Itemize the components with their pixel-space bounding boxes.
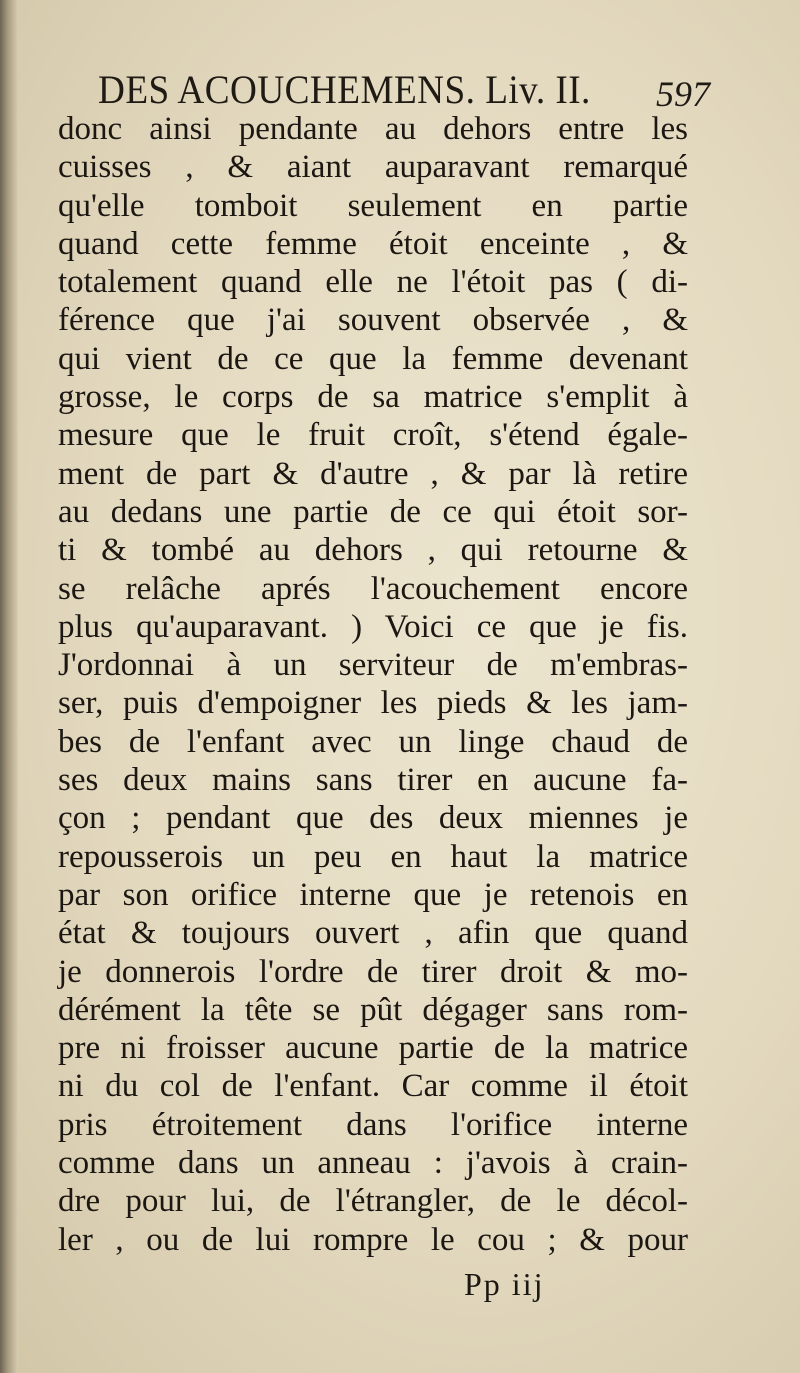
text-line: çon ; pendant que des deux miennes je	[58, 800, 688, 837]
text-line: dérément la tête se pût dégager sans rom-	[58, 991, 688, 1028]
text-line: plus qu'auparavant. ) Voici ce que je fis.	[58, 608, 688, 645]
text-line: pris étroitement dans l'orifice interne	[58, 1106, 688, 1143]
text-line: qu'elle tomboit seulement en partie	[58, 187, 688, 224]
text-line: ti & tombé au dehors , qui retourne &	[58, 532, 688, 569]
text-line: état & toujours ouvert , afin que quand	[58, 915, 688, 952]
page-header	[98, 64, 718, 116]
text-line: grosse, le corps de sa matrice s'emplit à	[58, 379, 688, 416]
text-line: pre ni froisser aucune partie de la matrice	[58, 1030, 688, 1067]
text-line: je donnerois l'ordre de tirer droit & mo-	[58, 953, 688, 990]
text-line: repousserois un peu en haut la matrice	[58, 838, 688, 875]
text-line: dre pour lui, de l'étrangler, de le décol-	[58, 1183, 688, 1220]
text-line: ses deux mains sans tirer en aucune fa-	[58, 762, 688, 799]
text-line: par son orifice interne que je retenois en	[58, 876, 688, 913]
text-line: au dedans une partie de ce qui étoit sor-	[58, 493, 688, 530]
page-number: 597	[656, 74, 710, 114]
text-line: donc ainsi pendante au dehors entre les	[58, 111, 688, 147]
text-line: bes de l'enfant avec un linge chaud de	[58, 723, 688, 760]
signature-mark: Pp iij	[464, 1266, 545, 1302]
text-line: qui vient de ce que la femme devenant	[58, 340, 688, 377]
text-line: férence que j'ai souvent observée , &	[58, 302, 688, 339]
text-line: ser, puis d'empoigner les pieds & les jam-	[58, 685, 688, 722]
text-line: ment de part & d'autre , & par là retire	[58, 455, 688, 492]
body-text	[58, 110, 688, 1259]
text-line: ler , ou de lui rompre le cou ; & pour	[58, 1221, 688, 1258]
text-line: totalement quand elle ne l'étoit pas ( di-	[58, 264, 688, 301]
text-line: quand cette femme étoit enceinte , &	[58, 225, 688, 262]
running-title: DES ACOUCHEMENS. Liv. II.	[98, 67, 591, 112]
page-gutter-shadow	[0, 0, 18, 1373]
text-line: mesure que le fruit croît, s'étend égale-	[58, 417, 688, 454]
text-line: ni du col de l'enfant. Car comme il étoit	[58, 1068, 688, 1105]
text-line: comme dans un anneau : j'avois à crain-	[58, 1145, 688, 1182]
text-line: J'ordonnai à un serviteur de m'embras-	[58, 647, 688, 684]
text-line: se relâche aprés l'acouchement encore	[58, 570, 688, 607]
text-line: cuisses , & aiant auparavant remarqué	[58, 149, 688, 186]
